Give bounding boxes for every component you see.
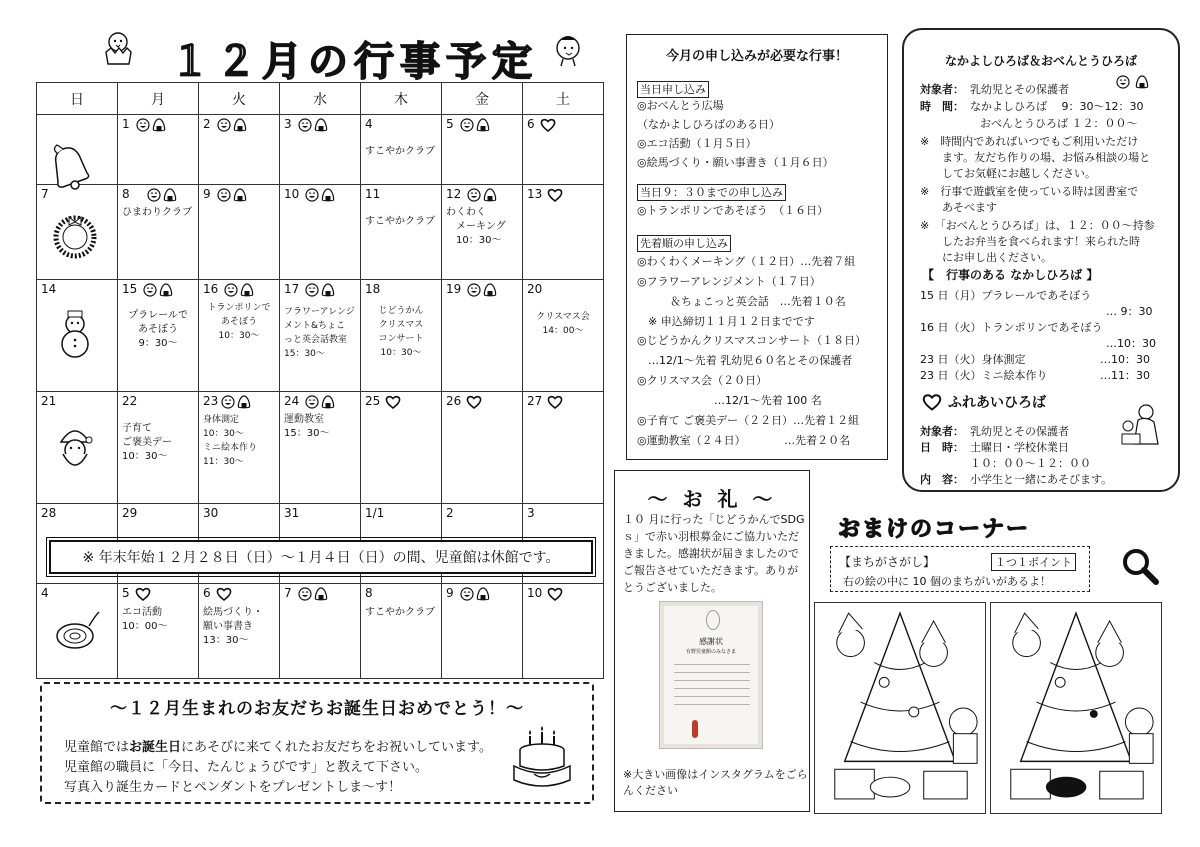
day-cell xyxy=(37,392,118,504)
calendar-week xyxy=(37,504,604,584)
day-cell xyxy=(37,280,118,392)
birthday-line: 児童館の職員に「今日、たんじょうびです」と教えて下さい。 xyxy=(64,760,429,775)
fureai-title: ふれあいひろば xyxy=(948,395,1046,411)
note-line: ※ 行事で遊戯室を使っている時は図書室で xyxy=(920,185,1139,198)
event-text: エコ活動 10：00～ xyxy=(122,607,168,632)
fureai-target: 乳幼児とその保護者 xyxy=(970,425,1069,438)
day-cell xyxy=(280,280,361,392)
day-number: 5 xyxy=(122,586,130,600)
day-number: 2 xyxy=(446,506,454,520)
calendar-week xyxy=(37,280,604,392)
birthday-line xyxy=(64,736,492,755)
closure-notice: ※ 年末年始１２月２８日（日）～１月４日（日）の間、児童館は休館です。 xyxy=(49,540,593,574)
day-cell xyxy=(442,185,523,280)
application-item: ◎フラワーアレンジメント（１７日） xyxy=(637,275,821,288)
heart-icon xyxy=(547,394,563,410)
certificate-seal xyxy=(692,720,698,738)
day-cell xyxy=(523,185,604,280)
day-number: 3 xyxy=(284,117,292,131)
day-number: 4 xyxy=(365,117,373,131)
christmas-scene-left xyxy=(814,602,986,814)
wreath-icon xyxy=(49,209,101,261)
day-cell xyxy=(280,185,361,280)
point-label: １つ１ポイント xyxy=(991,553,1076,571)
application-item: ◎絵馬づくり・願い事書き（１月６日） xyxy=(637,156,834,169)
event-text: トランポリンで あそぼう 10：30～ xyxy=(207,303,271,341)
day-number: 31 xyxy=(284,506,300,520)
onigiri-icon xyxy=(314,118,328,132)
note-line: ※ 時間内であればいつでもご利用いただけ xyxy=(920,135,1139,148)
birthday-text: にあそびに来てくれたお友だちをお祝いしています。 xyxy=(181,740,492,755)
day-cell xyxy=(280,584,361,679)
calendar-week xyxy=(37,392,604,504)
onigiri-icon xyxy=(237,395,251,409)
application-item: ◎クリスマス会（２０日） xyxy=(637,374,768,387)
day-number: 4 xyxy=(41,586,49,600)
application-item: ◎じどうかんクリスマスコンサート（１８日） xyxy=(637,334,867,347)
heart-icon xyxy=(216,586,232,602)
note-line: したお弁当を食べられます！来られた時 xyxy=(920,235,1140,248)
target-value: 乳幼児とその保護者 xyxy=(970,83,1069,96)
smile-icon xyxy=(217,188,231,202)
smile-icon xyxy=(305,283,319,297)
day-number: 1 xyxy=(122,117,130,131)
day-cell xyxy=(523,584,604,679)
weekday-label: 木 xyxy=(361,83,442,115)
day-cell xyxy=(361,392,442,504)
day-number: 28 xyxy=(41,506,57,520)
day-cell xyxy=(442,584,523,679)
smile-icon xyxy=(298,118,312,132)
christmas-scene-right xyxy=(990,602,1162,814)
day-number: 29 xyxy=(122,506,138,520)
smile-icon xyxy=(305,395,319,409)
heart-icon xyxy=(466,394,482,410)
smile-icon xyxy=(460,118,474,132)
day-number: 2 xyxy=(203,117,211,131)
day-cell xyxy=(118,280,199,392)
calendar-week xyxy=(37,115,604,185)
application-item: （なかよしひろばのある日） xyxy=(637,118,780,131)
day-cell xyxy=(361,280,442,392)
magnifier-icon xyxy=(1120,546,1160,586)
day-number: 17 xyxy=(284,282,300,296)
fureai-content-label: 内 容： xyxy=(920,473,964,486)
event-text: フラワーアレンジ メント&ちょこ っと英会話教室 15：30～ xyxy=(284,307,355,359)
page-title: １２月の行事予定 xyxy=(170,39,538,85)
snowman-icon xyxy=(49,308,101,360)
day-cell xyxy=(523,392,604,504)
day-number: 26 xyxy=(446,394,462,408)
application-item: ◎運動教室（２４日） …先着２０名 xyxy=(637,434,851,447)
birthday-line: 写真入り誕生カードとペンダントをプレゼントしま～す！ xyxy=(64,780,402,795)
spot-difference-desc: 右の絵の中に 10 個のまちがいがあるよ！ xyxy=(843,575,1051,588)
day-number: 10 xyxy=(527,586,543,600)
day-cell xyxy=(280,504,361,584)
time-label: 時 間： xyxy=(920,100,964,113)
smile-icon xyxy=(136,118,150,132)
thanks-footer: ※大きい画像はインスタグラムをごらんください xyxy=(623,768,808,797)
cake-icon xyxy=(510,722,574,792)
event-time: … 9：30 xyxy=(1106,305,1153,318)
application-item: ◎おべんとう広場 xyxy=(637,99,724,112)
smile-icon xyxy=(467,283,481,297)
time-value: おべんとうひろば １２：００～ xyxy=(980,117,1138,130)
bird-icon xyxy=(548,30,588,70)
event-text: ひまわりクラブ xyxy=(122,207,192,218)
onigiri-icon xyxy=(476,587,490,601)
onigiri-icon xyxy=(476,118,490,132)
day-number: 14 xyxy=(41,282,57,296)
event-text: すこやかクラブ xyxy=(365,607,435,618)
day-number: 9 xyxy=(203,187,211,201)
category-label: 先着順の申し込み xyxy=(637,235,731,252)
certificate-image xyxy=(659,601,763,749)
birthday-text-bold: お誕生日 xyxy=(129,740,182,755)
birthday-box xyxy=(40,682,594,804)
fureai-time: １０：００～１２：００ xyxy=(970,457,1091,470)
smile-icon xyxy=(143,283,157,297)
note-line: あそべます xyxy=(920,201,997,214)
event-text: すこやかクラブ xyxy=(365,146,435,157)
day-number: 11 xyxy=(365,187,381,201)
nakayoshi-box xyxy=(902,28,1180,492)
day-number: 23 xyxy=(203,394,219,408)
application-item: ◎子育て ご褒美デー（２２日）…先着１２組 xyxy=(637,414,860,427)
day-number: 1/1 xyxy=(365,506,385,520)
day-cell xyxy=(118,584,199,679)
event-text: 運動教室 15：30～ xyxy=(284,414,330,439)
day-cell xyxy=(523,115,604,185)
category-label: 当日９：３０までの申し込み xyxy=(637,184,786,201)
category-label: 当日申し込み xyxy=(637,81,709,98)
event-line: 23 日（火）身体測定 xyxy=(920,353,1026,366)
day-number: 22 xyxy=(122,394,138,408)
santa-icon xyxy=(49,422,101,474)
omake-title: おまけのコーナー xyxy=(838,517,1031,542)
day-number: 13 xyxy=(527,187,543,201)
application-item: ◎わくわくメーキング（１２日）…先着７組 xyxy=(637,255,856,268)
onigiri-icon xyxy=(152,118,166,132)
day-cell xyxy=(118,115,199,185)
onigiri-icon xyxy=(314,587,328,601)
day-cell xyxy=(361,115,442,185)
heart-icon xyxy=(135,586,151,602)
calendar-week xyxy=(37,185,604,280)
day-cell xyxy=(442,280,523,392)
event-text: すこやかクラブ xyxy=(365,216,435,227)
target-label: 対象者： xyxy=(920,83,964,96)
birthday-title: ～１２月生まれのお友だちお誕生日おめでとう！～ xyxy=(110,699,524,719)
day-cell xyxy=(37,185,118,280)
reading-mother-icon xyxy=(1114,402,1164,450)
onigiri-icon xyxy=(233,118,247,132)
application-item: ◎トランポリンであそぼう （１６日） xyxy=(637,204,829,217)
smile-icon xyxy=(147,188,161,202)
smile-icon xyxy=(467,188,481,202)
application-item: …12/1～先着 100 名 xyxy=(637,394,822,407)
weekday-label: 月 xyxy=(118,83,199,115)
day-number: 7 xyxy=(41,187,49,201)
day-cell xyxy=(442,504,523,584)
day-cell xyxy=(442,115,523,185)
event-line: 16 日（火）トランポリンであそぼう xyxy=(920,321,1103,334)
day-number: 8 xyxy=(365,586,373,600)
certificate-recipient: 有野児童館のみなさま xyxy=(685,649,736,655)
event-text: 身体測定 10：30～ ミニ絵本作り 11：30～ xyxy=(203,415,258,467)
event-line: 15 日（月）プラレールであそぼう xyxy=(920,289,1092,302)
smile-icon xyxy=(1116,75,1130,89)
note-line: にお申し出ください。 xyxy=(920,251,1052,264)
nakayoshi-title: なかよしひろば＆おべんとうひろば xyxy=(944,54,1137,68)
day-cell xyxy=(280,115,361,185)
smile-icon xyxy=(221,395,235,409)
onigiri-icon xyxy=(240,283,254,297)
weekday-label: 土 xyxy=(523,83,604,115)
day-number: 15 xyxy=(122,282,138,296)
day-cell xyxy=(361,504,442,584)
fureai-day-label: 日 時： xyxy=(920,441,964,454)
birthday-text: 児童館では xyxy=(64,740,130,755)
smile-icon xyxy=(460,587,474,601)
onigiri-icon xyxy=(163,188,177,202)
day-number: 16 xyxy=(203,282,219,296)
day-cell xyxy=(118,392,199,504)
event-text: クリスマス会 14：00～ xyxy=(536,312,590,336)
weekday-label: 火 xyxy=(199,83,280,115)
day-number: 7 xyxy=(284,586,292,600)
heart-icon xyxy=(547,586,563,602)
onigiri-icon xyxy=(483,188,497,202)
applications-box xyxy=(626,34,888,460)
weekday-header xyxy=(37,83,604,115)
day-cell xyxy=(199,584,280,679)
day-cell xyxy=(118,504,199,584)
day-number: 27 xyxy=(527,394,543,408)
application-item: ◎エコ活動（１月５日） xyxy=(637,137,757,150)
day-number: 6 xyxy=(203,586,211,600)
calendar-week xyxy=(37,584,604,679)
time-value: なかよしひろば 9：30～12：30 xyxy=(970,100,1144,113)
day-number: 12 xyxy=(446,187,462,201)
onigiri-icon xyxy=(1135,75,1149,89)
smile-icon xyxy=(217,118,231,132)
day-cell xyxy=(361,185,442,280)
thanks-body: １０ 月に行った「じどうかんでSDGｓ」で赤い羽根募金にご協力いただきました。感謝状が届きましたのでご報告させていただきます。ありがとうございました。 xyxy=(623,513,805,594)
day-cell xyxy=(37,584,118,679)
onigiri-icon xyxy=(159,283,173,297)
smile-icon xyxy=(298,587,312,601)
day-cell xyxy=(118,185,199,280)
day-number: 21 xyxy=(41,394,57,408)
event-text: わくわく メーキング 10：30～ xyxy=(446,207,506,246)
onigiri-icon xyxy=(233,188,247,202)
onigiri-icon xyxy=(321,283,335,297)
event-time: …11：30 xyxy=(1100,369,1150,382)
event-time: …10：30 xyxy=(1100,353,1150,366)
event-text: プラレールで あそぼう 9：30～ xyxy=(128,310,188,349)
onigiri-icon xyxy=(483,283,497,297)
day-cell xyxy=(199,280,280,392)
application-item: ＆ちょこっと英会話 …先着１０名 xyxy=(637,295,846,308)
fureai-content: 小学生と一緒にあそびます。 xyxy=(970,473,1113,486)
heart-icon xyxy=(540,117,556,133)
spot-difference-label: 【まちがさがし】 xyxy=(839,555,936,569)
chick-icon xyxy=(98,28,138,68)
event-text: 子育て ご褒美デー 10：30～ xyxy=(122,423,172,462)
day-cell xyxy=(199,504,280,584)
spot-difference-box xyxy=(830,546,1090,592)
onigiri-icon xyxy=(321,188,335,202)
day-cell xyxy=(361,584,442,679)
day-cell xyxy=(442,392,523,504)
event-line: 23 日（火）ミニ絵本作り xyxy=(920,369,1048,382)
day-number: 9 xyxy=(446,586,454,600)
fureai-heading xyxy=(920,392,1046,412)
day-number: 24 xyxy=(284,394,300,408)
calendar-table xyxy=(36,82,604,679)
day-cell xyxy=(199,115,280,185)
day-cell xyxy=(523,504,604,584)
events-title: 【 行事のある なかしひろば 】 xyxy=(922,268,1099,282)
thanks-box xyxy=(614,470,810,812)
heart-icon xyxy=(547,187,563,203)
day-cell xyxy=(199,392,280,504)
heart-icon xyxy=(922,392,942,412)
day-cell xyxy=(37,115,118,185)
day-cell xyxy=(199,185,280,280)
day-number: 3 xyxy=(527,506,535,520)
weekday-label: 水 xyxy=(280,83,361,115)
note-line: ※ 「おべんとうひろば」は、１２：００～持参 xyxy=(920,219,1155,232)
day-number: 19 xyxy=(446,282,462,296)
application-item: …12/1～先着 乳幼児６０名とその保護者 xyxy=(637,354,853,367)
day-cell xyxy=(523,280,604,392)
applications-title: 今月の申し込みが必要な行事！ xyxy=(665,49,848,64)
smile-icon xyxy=(305,188,319,202)
event-text: じどうかん クリスマス コンサート 10：30～ xyxy=(378,306,424,358)
event-time: …10：30 xyxy=(1106,337,1156,350)
day-number: 6 xyxy=(527,117,535,131)
fureai-day: 土曜日・学校休業日 xyxy=(970,441,1069,454)
application-item: ※ 申込締切１１月１２日までです xyxy=(637,315,815,328)
day-number: 5 xyxy=(446,117,454,131)
day-number: 10 xyxy=(284,187,300,201)
thanks-title: ～ お 礼 ～ xyxy=(647,487,777,511)
top-toy-icon xyxy=(49,606,101,658)
fureai-target-label: 対象者： xyxy=(920,425,964,438)
certificate-title: 感謝状 xyxy=(699,637,723,646)
smile-icon xyxy=(224,283,238,297)
event-text: 絵馬づくり・ 願い事書き 13：30～ xyxy=(203,607,263,646)
day-number: 25 xyxy=(365,394,381,408)
day-number: 18 xyxy=(365,282,381,296)
day-number: 20 xyxy=(527,282,543,296)
weekday-label: 日 xyxy=(37,83,118,115)
day-number: 30 xyxy=(203,506,219,520)
note-line: ます。友だち作りの場、お悩み相談の場と xyxy=(920,151,1151,164)
heart-icon xyxy=(385,394,401,410)
weekday-label: 金 xyxy=(442,83,523,115)
onigiri-icon xyxy=(321,395,335,409)
day-cell xyxy=(280,392,361,504)
note-line: してお気軽にお越しください。 xyxy=(920,167,1096,180)
day-number: 8 xyxy=(122,187,130,201)
emblem-icon xyxy=(706,610,720,630)
